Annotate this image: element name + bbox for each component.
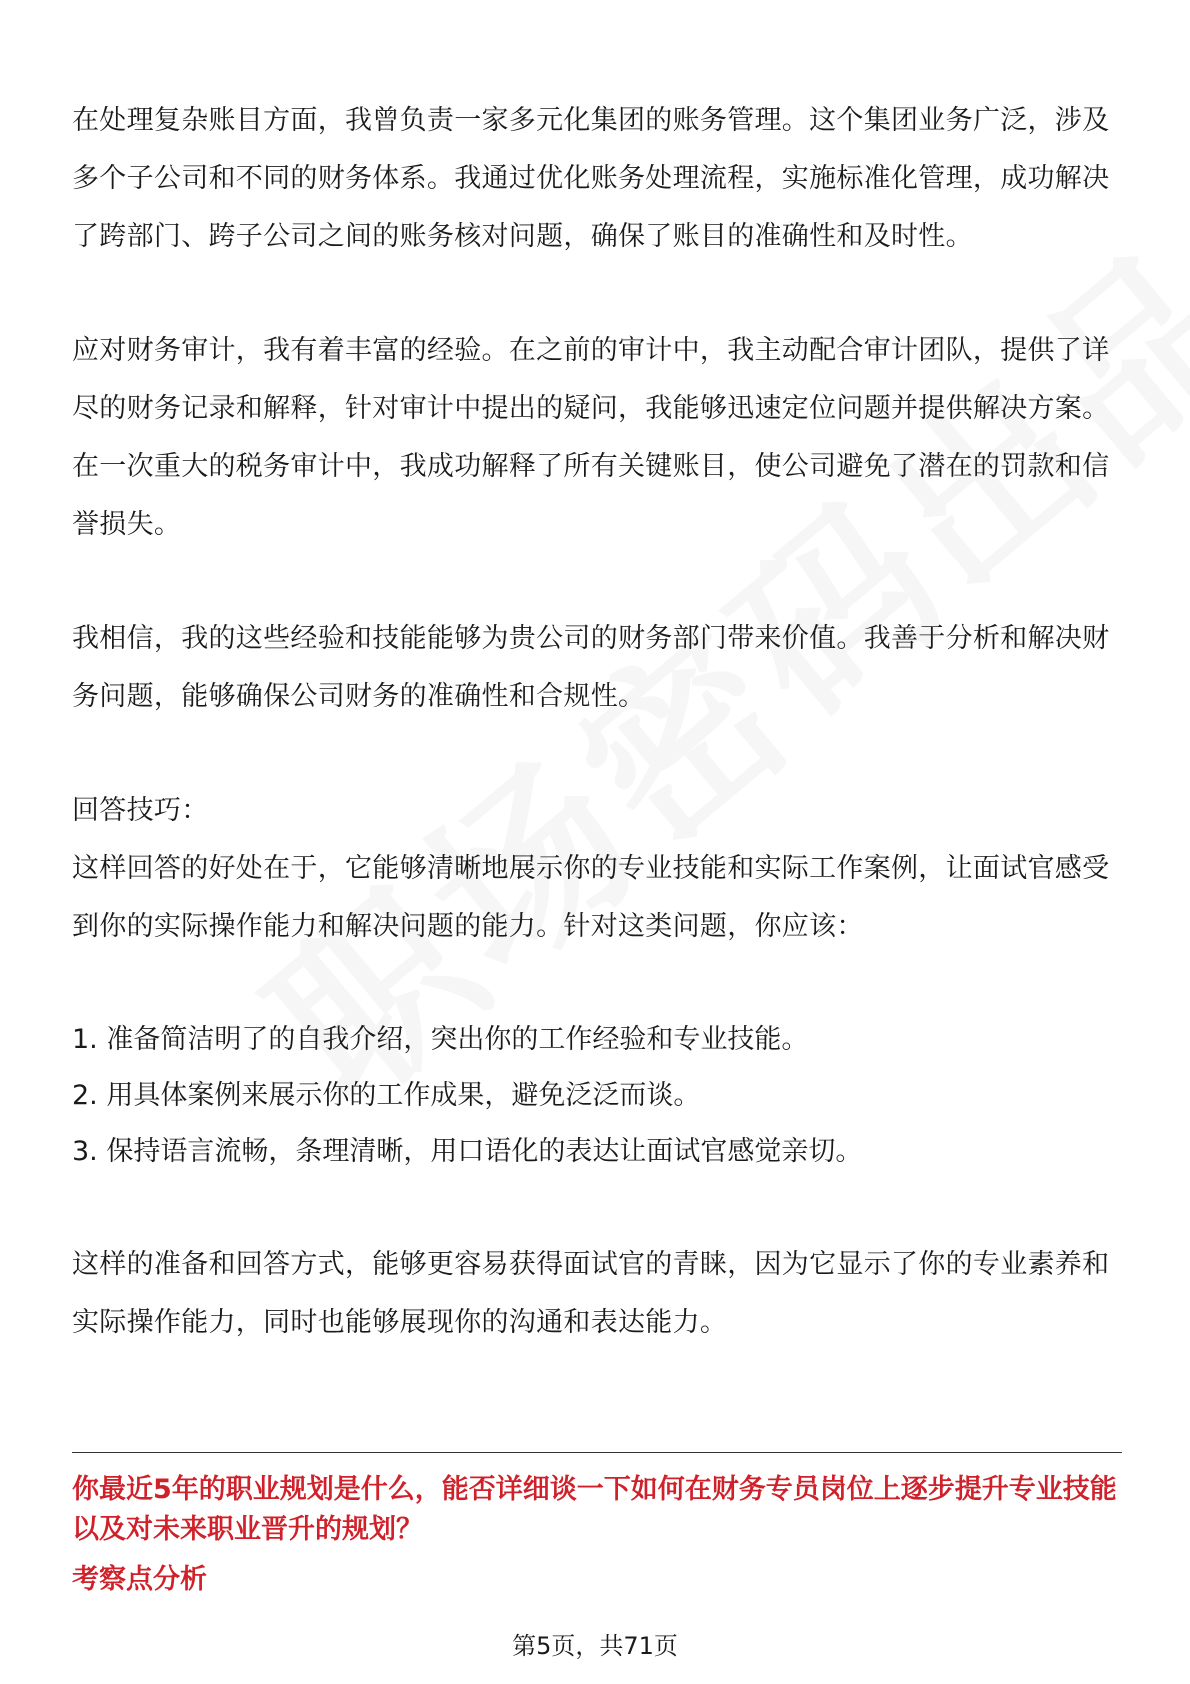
analysis-subheading: 考察点分析	[72, 1564, 207, 1595]
paragraph-complex-accounts: 在处理复杂账目方面，我曾负责一家多元化集团的账务管理。这个集团业务广泛，涉及多个子公司和不同的财务体系。我通过优化账务处理流程，实施标准化管理，成功解决了跨部门、跨子公司之间的账务核对问题，确保了账目的准确性和及时性。	[72, 105, 1110, 252]
page-indicator: 第5页，共71页	[512, 1632, 678, 1660]
paragraph-tips: 这样回答的好处在于，它能够清晰地展示你的专业技能和实际工作案例，让面试官感受到你的实际操作能力和解决问题的能力。针对这类问题，你应该：	[72, 853, 1110, 942]
list-item: 2. 用具体案例来展示你的工作成果，避免泛泛而谈。	[72, 1080, 701, 1111]
list-item: 1. 准备简洁明了的自我介绍，突出你的工作经验和专业技能。	[72, 1024, 809, 1055]
document-body	[72, 92, 1122, 1352]
list-item: 3. 保持语言流畅，条理清晰，用口语化的表达让面试官感觉亲切。	[72, 1136, 863, 1167]
paragraph-value-statement: 我相信，我的这些经验和技能能够为贵公司的财务部门带来价值。我善于分析和解决财务问题，能够确保公司财务的准确性和合规性。	[72, 623, 1110, 712]
paragraph-financial-audit: 应对财务审计，我有着丰富的经验。在之前的审计中，我主动配合审计团队，提供了详尽的财务记录和解释，针对审计中提出的疑问，我能够迅速定位问题并提供解决方案。在一次重大的税务审计中，我成功解释了所有关键账目，使公司避免了潜在的罚款和信誉损失。	[72, 335, 1110, 540]
paragraph-conclusion: 这样的准备和回答方式，能够更容易获得面试官的青睐，因为它显示了你的专业素养和实际操作能力，同时也能够展现你的沟通和表达能力。	[72, 1249, 1110, 1338]
tips-label: 回答技巧：	[72, 795, 209, 826]
section-divider	[72, 1452, 1122, 1453]
next-question-heading: 你最近5年的职业规划是什么，能否详细谈一下如何在财务专员岗位上逐步提升专业技能以及对未来职业晋升的规划？	[72, 1474, 1117, 1545]
